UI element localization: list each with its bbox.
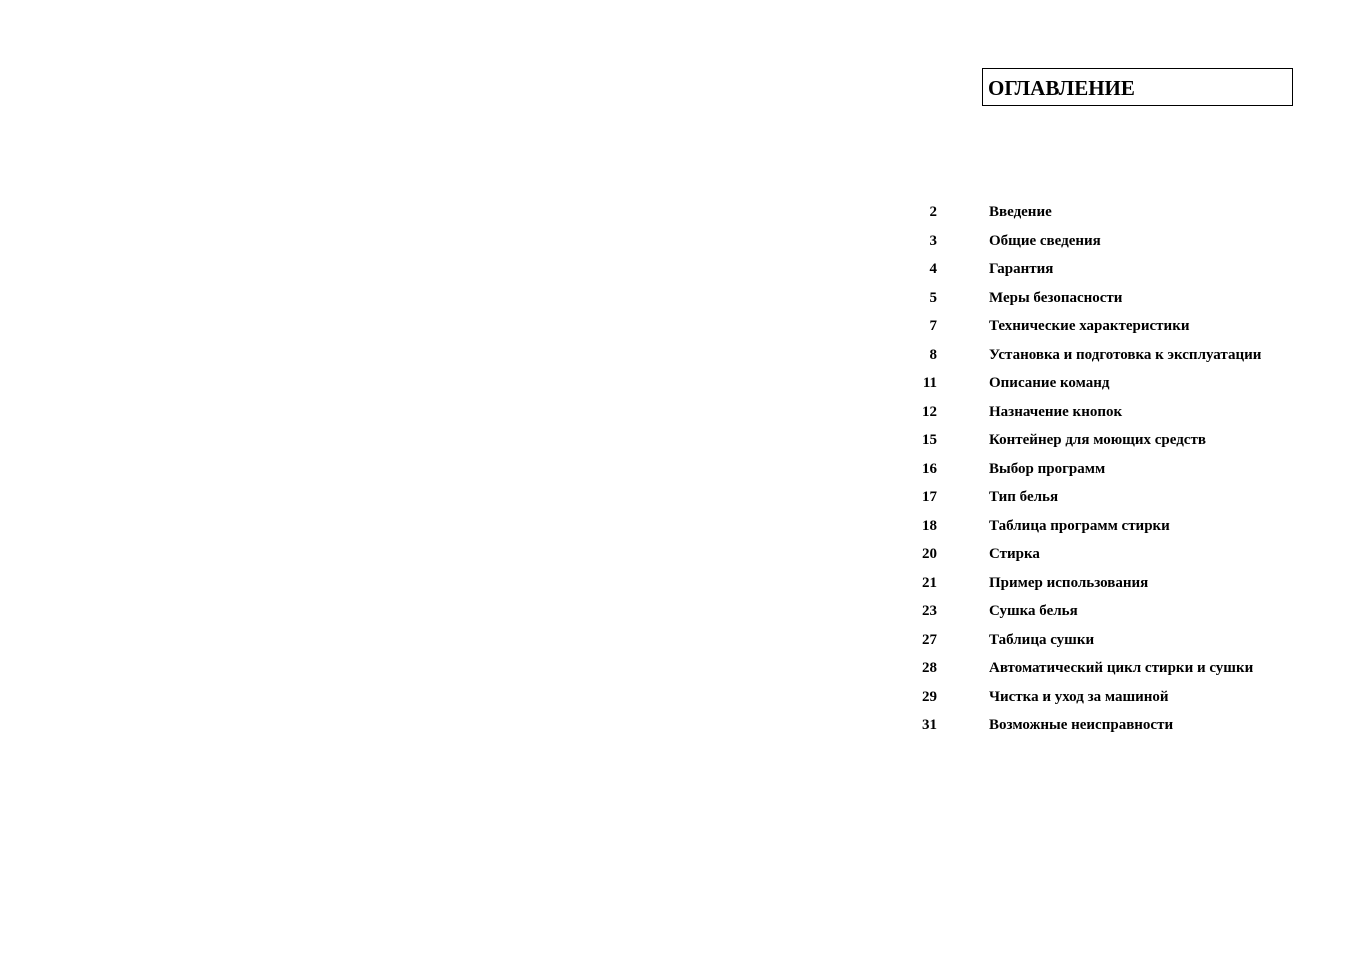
toc-entry-safety[interactable] — [900, 286, 1320, 315]
toc-entry-label: Описание команд — [989, 375, 1110, 391]
toc-entry-label: Таблица сушки — [989, 631, 1095, 648]
toc-page-number: 12 — [922, 403, 937, 420]
page-title: ОГЛАВЛЕНИЕ — [988, 76, 1135, 100]
toc-page-number: 27 — [922, 631, 937, 648]
toc-page-number: 20 — [922, 546, 937, 562]
toc-page-number: 31 — [922, 717, 937, 733]
toc-page-number: 23 — [922, 603, 937, 619]
toc-entry-drying-table[interactable] — [900, 628, 1320, 657]
toc-entry-commands[interactable] — [900, 371, 1320, 400]
toc-page-number: 16 — [922, 460, 937, 477]
toc-entry-label: Стирка — [989, 546, 1040, 562]
toc-entry-installation[interactable] — [900, 343, 1320, 372]
toc-title-box — [982, 68, 1293, 106]
toc-list — [900, 200, 1320, 742]
toc-entry-auto-wash-dry[interactable] — [900, 656, 1320, 685]
toc-page-number: 15 — [922, 432, 937, 448]
toc-entry-troubleshooting[interactable] — [900, 713, 1320, 742]
toc-entry-label: Установка и подготовка к эксплуатации — [989, 346, 1262, 363]
toc-page-number: 5 — [929, 289, 937, 306]
toc-entry-cleaning-care[interactable] — [900, 685, 1320, 714]
toc-page-number: 18 — [922, 517, 937, 534]
toc-page-number: 2 — [929, 204, 937, 220]
toc-entry-washing[interactable] — [900, 542, 1320, 571]
toc-entry-label: Пример использования — [989, 574, 1149, 591]
toc-page-number: 29 — [922, 688, 937, 705]
toc-page-number: 11 — [922, 375, 937, 391]
toc-entry-detergent-container[interactable] — [900, 428, 1320, 457]
toc-entry-label: Назначение кнопок — [989, 403, 1123, 420]
toc-entry-wash-program-table[interactable] — [900, 514, 1320, 543]
toc-page-number: 4 — [929, 261, 937, 277]
toc-entry-label: Контейнер для моющих средств — [989, 432, 1206, 448]
toc-entry-drying[interactable] — [900, 599, 1320, 628]
toc-entry-general-info[interactable] — [900, 229, 1320, 258]
toc-page-number: 8 — [929, 346, 937, 363]
toc-entry-buttons[interactable] — [900, 400, 1320, 429]
toc-entry-label: Таблица программ стирки — [989, 517, 1170, 534]
toc-entry-usage-example[interactable] — [900, 571, 1320, 600]
toc-entry-specifications[interactable] — [900, 314, 1320, 343]
toc-entry-label: Выбор программ — [989, 460, 1106, 477]
toc-page-number: 3 — [929, 232, 937, 249]
toc-entry-program-selection[interactable] — [900, 457, 1320, 486]
toc-entry-label: Технические характеристики — [989, 318, 1190, 334]
toc-entry-warranty[interactable] — [900, 257, 1320, 286]
toc-entry-label: Автоматический цикл стирки и сушки — [989, 660, 1254, 676]
toc-page-number: 21 — [922, 574, 937, 591]
toc-entry-label: Сушка белья — [989, 603, 1078, 619]
toc-entry-introduction[interactable] — [900, 200, 1320, 229]
toc-entry-label: Введение — [989, 204, 1052, 220]
toc-entry-label: Чистка и уход за машиной — [989, 688, 1169, 705]
toc-page-number: 7 — [929, 318, 937, 334]
toc-entry-label: Возможные неисправности — [989, 717, 1174, 733]
toc-entry-label: Общие сведения — [989, 232, 1101, 249]
toc-page-number: 17 — [922, 489, 937, 505]
toc-entry-label: Гарантия — [989, 261, 1054, 277]
toc-entry-laundry-type[interactable] — [900, 485, 1320, 514]
toc-page-number: 28 — [922, 660, 937, 676]
toc-entry-label: Тип белья — [989, 489, 1059, 505]
toc-entry-label: Меры безопасности — [989, 289, 1123, 306]
